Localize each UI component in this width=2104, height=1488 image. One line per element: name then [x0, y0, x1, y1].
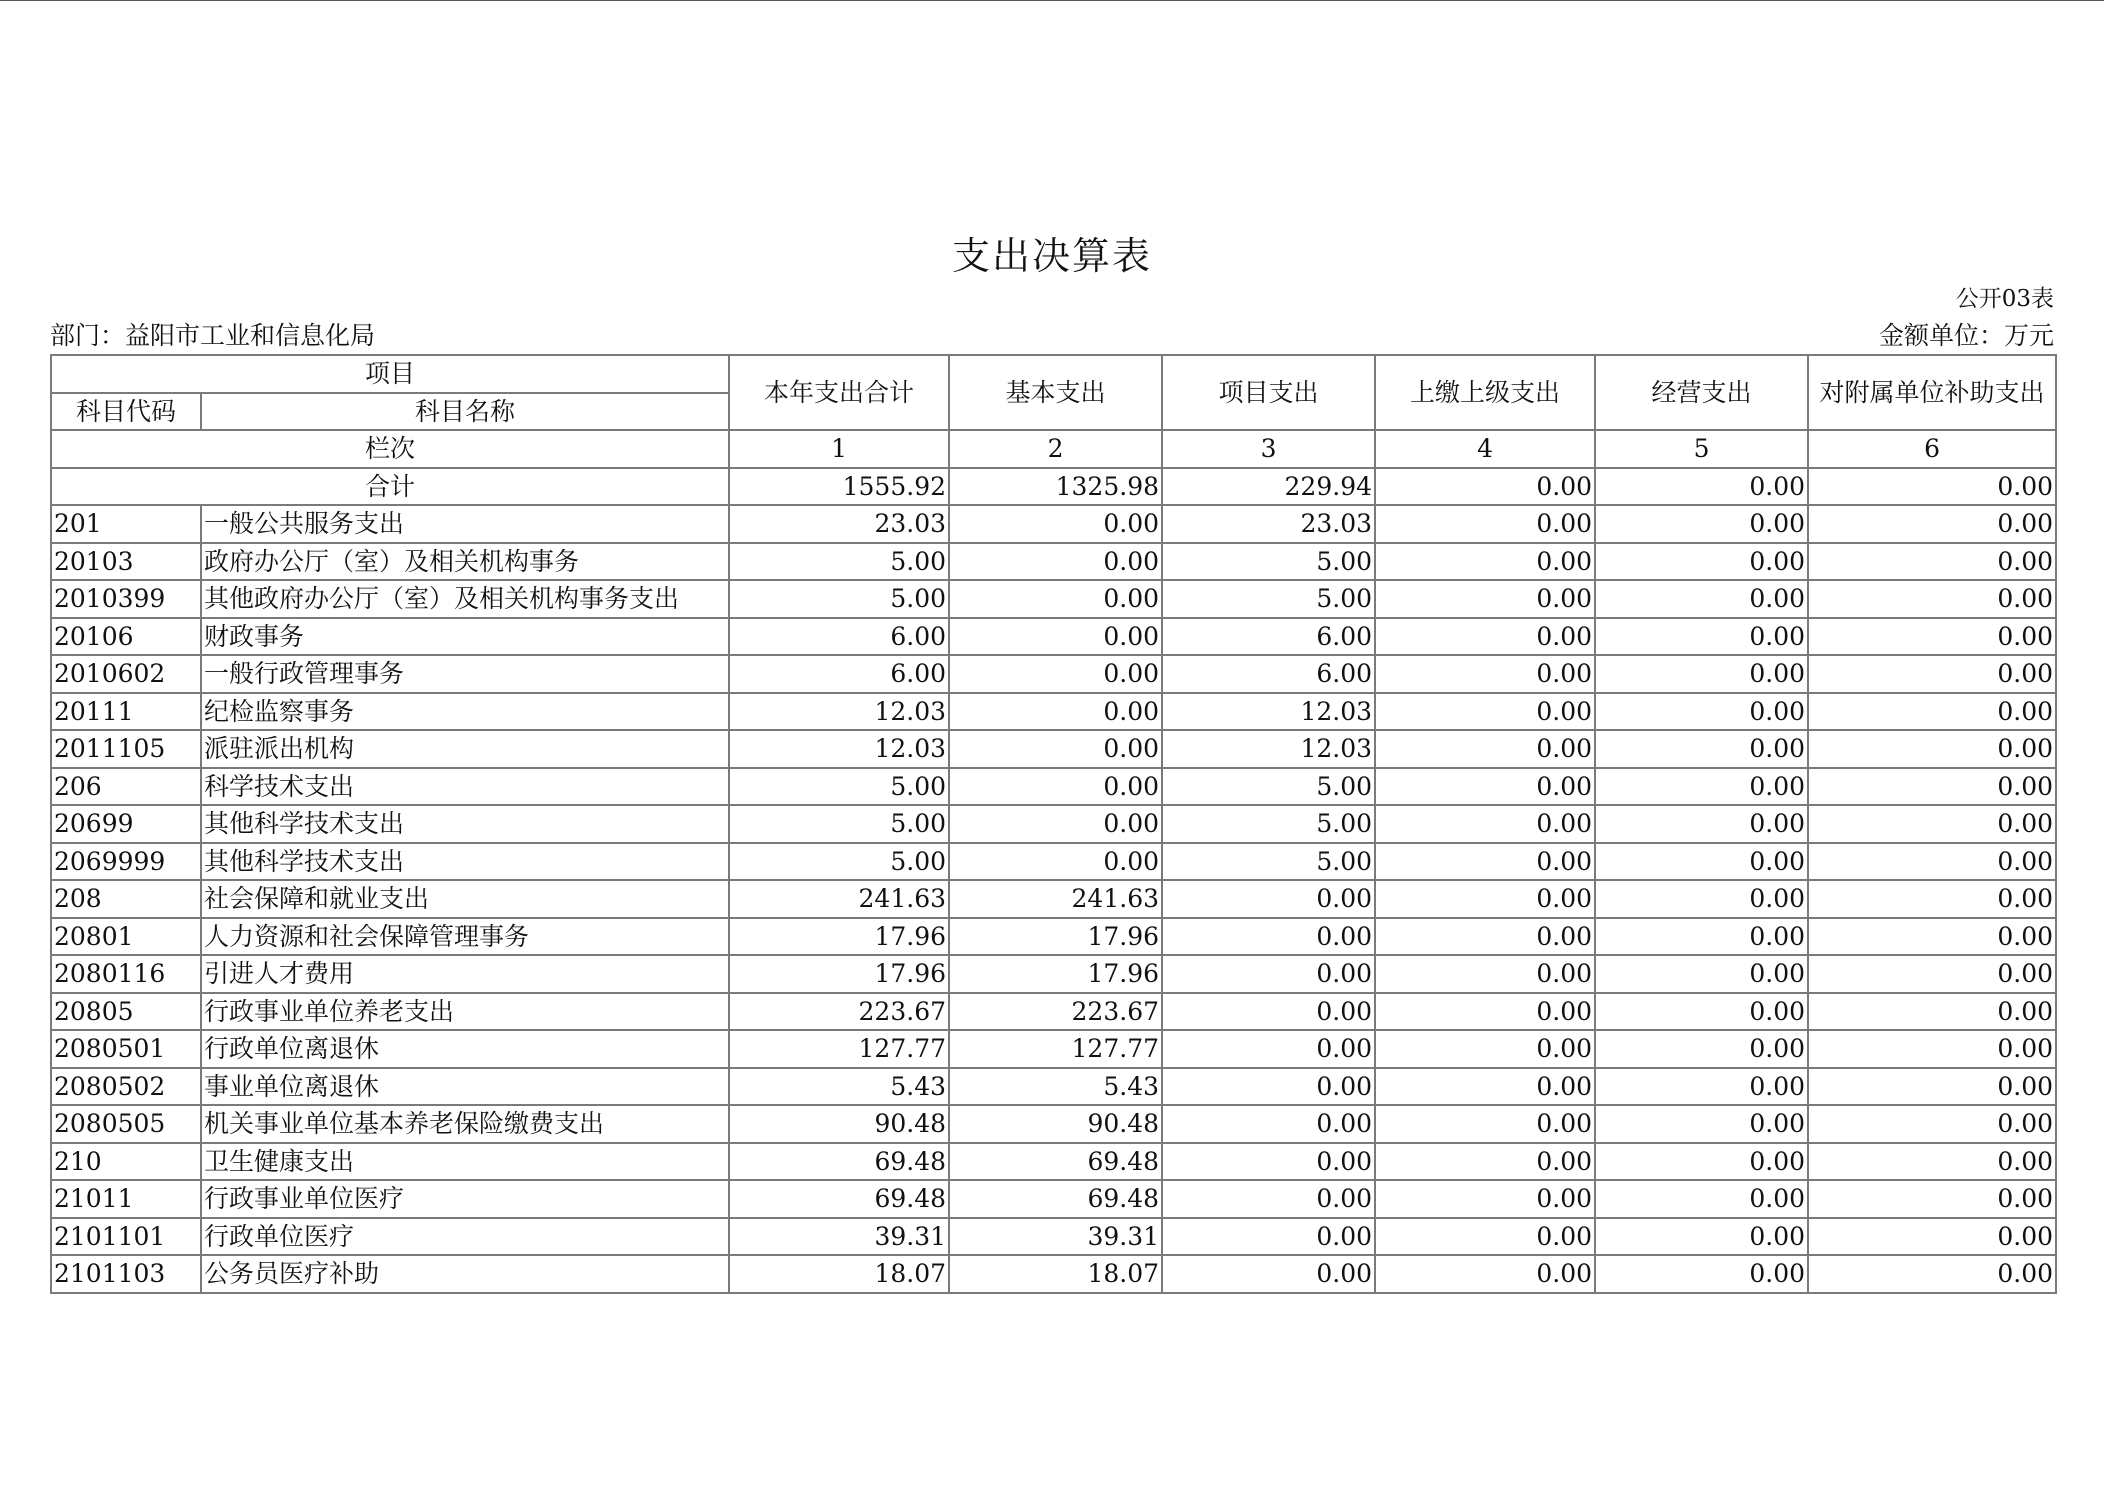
- amount-cell: 0.00: [1375, 693, 1595, 731]
- amount-cell: 0.00: [1808, 955, 2056, 993]
- expenditure-table: [50, 354, 2057, 1294]
- amount-cell: 0.00: [1375, 955, 1595, 993]
- table-row: [51, 693, 2056, 731]
- code-header: 科目代码: [51, 393, 201, 431]
- column-header: 本年支出合计: [729, 355, 949, 430]
- amount-cell: 5.00: [1162, 768, 1375, 806]
- amount-cell: 0.00: [1808, 730, 2056, 768]
- amount-cell: 12.03: [1162, 693, 1375, 731]
- subject-name-cell: 行政事业单位养老支出: [201, 993, 729, 1031]
- amount-cell: 0.00: [1808, 993, 2056, 1031]
- table-row: [51, 805, 2056, 843]
- subject-name-cell: 财政事务: [201, 618, 729, 656]
- amount-cell: 0.00: [1595, 843, 1808, 881]
- subject-name-cell: 行政事业单位医疗: [201, 1180, 729, 1218]
- subject-name-cell: 机关事业单位基本养老保险缴费支出: [201, 1105, 729, 1143]
- subject-name-cell: 其他政府办公厅（室）及相关机构事务支出: [201, 580, 729, 618]
- column-header: 经营支出: [1595, 355, 1808, 430]
- subject-code-cell: 20103: [51, 543, 201, 581]
- amount-cell: 17.96: [729, 918, 949, 956]
- amount-cell: 0.00: [1808, 1068, 2056, 1106]
- subject-name-cell: 派驻派出机构: [201, 730, 729, 768]
- unit-label: 金额单位：万元: [1878, 321, 2054, 350]
- amount-cell: 0.00: [1162, 955, 1375, 993]
- amount-cell: 39.31: [729, 1218, 949, 1256]
- subject-name-cell: 引进人才费用: [201, 955, 729, 993]
- amount-cell: 0.00: [1162, 993, 1375, 1031]
- amount-cell: 0.00: [1808, 580, 2056, 618]
- subject-name-cell: 行政单位医疗: [201, 1218, 729, 1256]
- table-row: [51, 1143, 2056, 1181]
- page-top-border: [0, 0, 2104, 1]
- subject-code-cell: 21011: [51, 1180, 201, 1218]
- amount-cell: 0.00: [1595, 1105, 1808, 1143]
- amount-cell: 0.00: [1375, 580, 1595, 618]
- amount-cell: 5.00: [729, 768, 949, 806]
- subject-code-cell: 2011105: [51, 730, 201, 768]
- subject-name-cell: 事业单位离退休: [201, 1068, 729, 1106]
- amount-cell: 69.48: [729, 1143, 949, 1181]
- amount-cell: 0.00: [1808, 843, 2056, 881]
- amount-cell: 127.77: [949, 1030, 1162, 1068]
- amount-cell: 0.00: [1808, 655, 2056, 693]
- subject-code-cell: 201: [51, 505, 201, 543]
- department-label: 部门：益阳市工业和信息化局: [50, 321, 376, 350]
- total-value: 1325.98: [949, 468, 1162, 506]
- amount-cell: 0.00: [1808, 693, 2056, 731]
- name-header: 科目名称: [201, 393, 729, 431]
- amount-cell: 0.00: [1375, 655, 1595, 693]
- amount-cell: 6.00: [1162, 655, 1375, 693]
- amount-cell: 223.67: [729, 993, 949, 1031]
- amount-cell: 0.00: [949, 730, 1162, 768]
- table-row: [51, 505, 2056, 543]
- amount-cell: 0.00: [1595, 1068, 1808, 1106]
- amount-cell: 0.00: [1375, 505, 1595, 543]
- table-row: [51, 1218, 2056, 1256]
- amount-cell: 39.31: [949, 1218, 1162, 1256]
- table-header: [51, 355, 2056, 468]
- total-value: 0.00: [1808, 468, 2056, 506]
- amount-cell: 0.00: [1595, 1030, 1808, 1068]
- subject-code-cell: 20699: [51, 805, 201, 843]
- amount-cell: 6.00: [729, 618, 949, 656]
- table-row: [51, 1030, 2056, 1068]
- amount-cell: 12.03: [729, 730, 949, 768]
- subject-code-cell: 20106: [51, 618, 201, 656]
- total-value: 1555.92: [729, 468, 949, 506]
- amount-cell: 17.96: [729, 955, 949, 993]
- amount-cell: 0.00: [1808, 1255, 2056, 1293]
- amount-cell: 17.96: [949, 918, 1162, 956]
- amount-cell: 0.00: [1375, 1218, 1595, 1256]
- index-number: 4: [1375, 430, 1595, 468]
- amount-cell: 18.07: [729, 1255, 949, 1293]
- subject-code-cell: 20801: [51, 918, 201, 956]
- amount-cell: 0.00: [1595, 655, 1808, 693]
- amount-cell: 223.67: [949, 993, 1162, 1031]
- subject-code-cell: 2101103: [51, 1255, 201, 1293]
- amount-cell: 0.00: [1162, 880, 1375, 918]
- amount-cell: 0.00: [949, 843, 1162, 881]
- table-body: [51, 468, 2056, 1293]
- amount-cell: 5.00: [1162, 843, 1375, 881]
- amount-cell: 0.00: [1375, 1105, 1595, 1143]
- amount-cell: 0.00: [1375, 1180, 1595, 1218]
- amount-cell: 0.00: [1375, 730, 1595, 768]
- subject-code-cell: 206: [51, 768, 201, 806]
- amount-cell: 0.00: [1595, 918, 1808, 956]
- amount-cell: 0.00: [1162, 1218, 1375, 1256]
- amount-cell: 127.77: [729, 1030, 949, 1068]
- amount-cell: 0.00: [1595, 880, 1808, 918]
- amount-cell: 0.00: [1595, 768, 1808, 806]
- table-row: [51, 993, 2056, 1031]
- amount-cell: 12.03: [1162, 730, 1375, 768]
- amount-cell: 5.00: [1162, 805, 1375, 843]
- header-row-1: [51, 355, 2056, 393]
- amount-cell: 0.00: [1595, 543, 1808, 581]
- table-row: [51, 918, 2056, 956]
- table-row: [51, 880, 2056, 918]
- amount-cell: 0.00: [1375, 880, 1595, 918]
- amount-cell: 5.00: [729, 580, 949, 618]
- subject-code-cell: 2101101: [51, 1218, 201, 1256]
- table-row: [51, 618, 2056, 656]
- amount-cell: 0.00: [1162, 918, 1375, 956]
- amount-cell: 0.00: [1375, 805, 1595, 843]
- amount-cell: 0.00: [1375, 1068, 1595, 1106]
- amount-cell: 0.00: [1808, 543, 2056, 581]
- amount-cell: 0.00: [949, 618, 1162, 656]
- amount-cell: 0.00: [1808, 768, 2056, 806]
- amount-cell: 0.00: [1808, 1030, 2056, 1068]
- subject-name-cell: 其他科学技术支出: [201, 805, 729, 843]
- amount-cell: 0.00: [1375, 543, 1595, 581]
- amount-cell: 0.00: [1808, 618, 2056, 656]
- page-title: 支出决算表: [951, 234, 1152, 278]
- form-code: 公开03表: [1955, 286, 2054, 312]
- amount-cell: 0.00: [1595, 1255, 1808, 1293]
- amount-cell: 69.48: [949, 1143, 1162, 1181]
- amount-cell: 0.00: [1808, 505, 2056, 543]
- table-row: [51, 1105, 2056, 1143]
- table-row: [51, 580, 2056, 618]
- amount-cell: 0.00: [949, 505, 1162, 543]
- subject-code-cell: 2010399: [51, 580, 201, 618]
- subject-name-cell: 公务员医疗补助: [201, 1255, 729, 1293]
- amount-cell: 0.00: [1595, 1180, 1808, 1218]
- index-number: 2: [949, 430, 1162, 468]
- amount-cell: 241.63: [949, 880, 1162, 918]
- amount-cell: 0.00: [949, 805, 1162, 843]
- amount-cell: 6.00: [729, 655, 949, 693]
- amount-cell: 0.00: [1808, 1180, 2056, 1218]
- column-header: 对附属单位补助支出: [1808, 355, 2056, 430]
- amount-cell: 0.00: [1162, 1143, 1375, 1181]
- amount-cell: 5.00: [1162, 543, 1375, 581]
- total-value: 0.00: [1595, 468, 1808, 506]
- amount-cell: 23.03: [729, 505, 949, 543]
- amount-cell: 0.00: [949, 543, 1162, 581]
- amount-cell: 69.48: [729, 1180, 949, 1218]
- column-header: 上缴上级支出: [1375, 355, 1595, 430]
- table-row: [51, 768, 2056, 806]
- item-group-header: 项目: [51, 355, 729, 393]
- table-row: [51, 843, 2056, 881]
- amount-cell: 5.00: [729, 805, 949, 843]
- subject-name-cell: 一般公共服务支出: [201, 505, 729, 543]
- total-row: [51, 468, 2056, 506]
- amount-cell: 0.00: [1162, 1180, 1375, 1218]
- amount-cell: 0.00: [1595, 955, 1808, 993]
- amount-cell: 12.03: [729, 693, 949, 731]
- subject-code-cell: 2010602: [51, 655, 201, 693]
- amount-cell: 0.00: [1595, 805, 1808, 843]
- amount-cell: 0.00: [949, 693, 1162, 731]
- table-row: [51, 655, 2056, 693]
- subject-name-cell: 行政单位离退休: [201, 1030, 729, 1068]
- amount-cell: 0.00: [1808, 880, 2056, 918]
- amount-cell: 0.00: [1595, 730, 1808, 768]
- amount-cell: 0.00: [1595, 1218, 1808, 1256]
- amount-cell: 0.00: [1162, 1030, 1375, 1068]
- amount-cell: 90.48: [729, 1105, 949, 1143]
- subject-code-cell: 20805: [51, 993, 201, 1031]
- column-header: 项目支出: [1162, 355, 1375, 430]
- table-row: [51, 1180, 2056, 1218]
- amount-cell: 5.43: [729, 1068, 949, 1106]
- amount-cell: 0.00: [1162, 1255, 1375, 1293]
- amount-cell: 0.00: [1595, 580, 1808, 618]
- amount-cell: 0.00: [1162, 1105, 1375, 1143]
- subject-code-cell: 208: [51, 880, 201, 918]
- subject-name-cell: 卫生健康支出: [201, 1143, 729, 1181]
- amount-cell: 0.00: [1375, 618, 1595, 656]
- amount-cell: 0.00: [1375, 993, 1595, 1031]
- amount-cell: 18.07: [949, 1255, 1162, 1293]
- amount-cell: 0.00: [1808, 805, 2056, 843]
- table-row: [51, 1068, 2056, 1106]
- amount-cell: 0.00: [949, 768, 1162, 806]
- subject-name-cell: 一般行政管理事务: [201, 655, 729, 693]
- amount-cell: 0.00: [1808, 1143, 2056, 1181]
- table-row: [51, 1255, 2056, 1293]
- amount-cell: 5.00: [729, 543, 949, 581]
- index-row: [51, 430, 2056, 468]
- amount-cell: 0.00: [949, 580, 1162, 618]
- amount-cell: 6.00: [1162, 618, 1375, 656]
- amount-cell: 5.43: [949, 1068, 1162, 1106]
- amount-cell: 0.00: [1162, 1068, 1375, 1106]
- total-label: 合计: [51, 468, 729, 506]
- subject-code-cell: 20111: [51, 693, 201, 731]
- amount-cell: 90.48: [949, 1105, 1162, 1143]
- amount-cell: 0.00: [1595, 993, 1808, 1031]
- subject-code-cell: 2080501: [51, 1030, 201, 1068]
- amount-cell: 0.00: [1595, 505, 1808, 543]
- amount-cell: 0.00: [1808, 1218, 2056, 1256]
- total-value: 229.94: [1162, 468, 1375, 506]
- amount-cell: 241.63: [729, 880, 949, 918]
- amount-cell: 0.00: [1595, 1143, 1808, 1181]
- subject-name-cell: 社会保障和就业支出: [201, 880, 729, 918]
- index-number: 1: [729, 430, 949, 468]
- amount-cell: 0.00: [1595, 693, 1808, 731]
- amount-cell: 0.00: [949, 655, 1162, 693]
- amount-cell: 0.00: [1808, 1105, 2056, 1143]
- amount-cell: 0.00: [1595, 618, 1808, 656]
- amount-cell: 0.00: [1808, 918, 2056, 956]
- subject-code-cell: 2080116: [51, 955, 201, 993]
- index-number: 5: [1595, 430, 1808, 468]
- index-number: 3: [1162, 430, 1375, 468]
- subject-name-cell: 科学技术支出: [201, 768, 729, 806]
- table-row: [51, 955, 2056, 993]
- column-header: 基本支出: [949, 355, 1162, 430]
- index-label: 栏次: [51, 430, 729, 468]
- table-row: [51, 543, 2056, 581]
- subject-code-cell: 2080502: [51, 1068, 201, 1106]
- table-row: [51, 730, 2056, 768]
- subject-name-cell: 政府办公厅（室）及相关机构事务: [201, 543, 729, 581]
- subject-code-cell: 210: [51, 1143, 201, 1181]
- subject-name-cell: 其他科学技术支出: [201, 843, 729, 881]
- amount-cell: 0.00: [1375, 918, 1595, 956]
- index-number: 6: [1808, 430, 2056, 468]
- subject-code-cell: 2069999: [51, 843, 201, 881]
- subject-name-cell: 纪检监察事务: [201, 693, 729, 731]
- amount-cell: 5.00: [1162, 580, 1375, 618]
- total-value: 0.00: [1375, 468, 1595, 506]
- amount-cell: 69.48: [949, 1180, 1162, 1218]
- amount-cell: 17.96: [949, 955, 1162, 993]
- subject-code-cell: 2080505: [51, 1105, 201, 1143]
- amount-cell: 0.00: [1375, 843, 1595, 881]
- subject-name-cell: 人力资源和社会保障管理事务: [201, 918, 729, 956]
- amount-cell: 5.00: [729, 843, 949, 881]
- amount-cell: 0.00: [1375, 768, 1595, 806]
- amount-cell: 23.03: [1162, 505, 1375, 543]
- amount-cell: 0.00: [1375, 1143, 1595, 1181]
- amount-cell: 0.00: [1375, 1255, 1595, 1293]
- amount-cell: 0.00: [1375, 1030, 1595, 1068]
